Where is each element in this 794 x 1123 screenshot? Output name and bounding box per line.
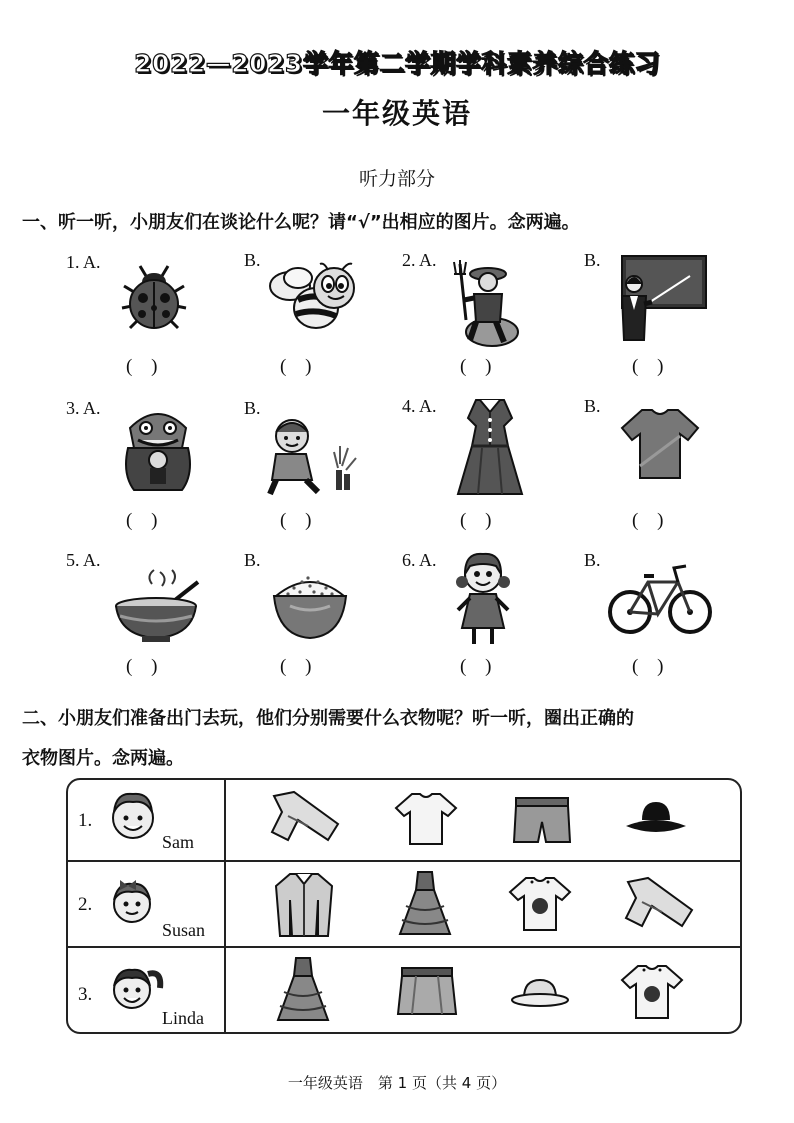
- girl-picture[interactable]: [452, 546, 514, 650]
- q3b-answer-paren[interactable]: ( ): [280, 510, 312, 531]
- row1-number: 1.: [78, 810, 93, 831]
- row2-dress-picture[interactable]: [396, 868, 454, 944]
- q1b-answer-paren[interactable]: ( ): [280, 356, 312, 377]
- row1-name: Sam: [162, 832, 195, 852]
- row1-hat-picture[interactable]: [624, 798, 688, 842]
- q1a-label: 1. A.: [66, 252, 101, 272]
- row2-number: 2.: [78, 894, 93, 915]
- q5a-answer-paren[interactable]: ( ): [126, 656, 158, 677]
- q6b-label: B.: [584, 550, 601, 570]
- q6b-answer-paren[interactable]: ( ): [632, 656, 664, 677]
- q4a-answer-paren[interactable]: ( ): [460, 510, 492, 531]
- part2-instruction-line1: 二、小朋友们准备出门去玩，他们分别需要什么衣物呢？听一听，圈出正确的: [22, 708, 634, 729]
- row2-shirt-picture[interactable]: [272, 870, 336, 944]
- rice-bowl-picture[interactable]: [270, 570, 350, 644]
- q6a-label: 6. A.: [402, 550, 437, 570]
- q3b-label: B.: [244, 398, 261, 418]
- dress-picture[interactable]: [452, 396, 528, 498]
- bicycle-picture[interactable]: [608, 562, 712, 638]
- susan-avatar: [104, 874, 160, 932]
- row2-flower-t-shirt-picture[interactable]: [508, 874, 572, 938]
- q2b-label: B.: [584, 250, 601, 270]
- row3-cap-picture[interactable]: [510, 974, 570, 1018]
- q4b-label: B.: [584, 396, 601, 416]
- t-shirt-picture[interactable]: [620, 406, 700, 482]
- ladybug-picture[interactable]: [118, 262, 190, 334]
- lion-dance-picture[interactable]: [120, 404, 196, 496]
- q4b-answer-paren[interactable]: ( ): [632, 510, 664, 531]
- bee-picture[interactable]: [268, 262, 364, 336]
- section-heading: 听力部分: [358, 168, 435, 190]
- linda-avatar: [104, 960, 166, 1018]
- part1-instruction: 一、听一听，小朋友们在谈论什么呢？请“√”出相应的图片。念两遍。: [22, 212, 580, 233]
- q1b-label: B.: [244, 250, 261, 270]
- row3-number: 3.: [78, 984, 93, 1005]
- sam-avatar: [108, 790, 158, 844]
- row3-name: Linda: [162, 1008, 204, 1028]
- row3-skirt-picture[interactable]: [396, 964, 458, 1024]
- farmer-picture[interactable]: [444, 260, 520, 348]
- q3a-answer-paren[interactable]: ( ): [126, 510, 158, 531]
- soup-bowl-picture[interactable]: [112, 566, 200, 646]
- teacher-picture[interactable]: [612, 254, 708, 342]
- q5a-label: 5. A.: [66, 550, 101, 570]
- row2-pants-picture[interactable]: [622, 876, 696, 936]
- q5b-answer-paren[interactable]: ( ): [280, 656, 312, 677]
- page-footer: 一年级英语 第 1 页（共 4 页）: [287, 1074, 507, 1092]
- q6a-answer-paren[interactable]: ( ): [460, 656, 492, 677]
- q2a-answer-paren[interactable]: ( ): [460, 356, 492, 377]
- q2b-answer-paren[interactable]: ( ): [632, 356, 664, 377]
- q4a-label: 4. A.: [402, 396, 437, 416]
- exam-subtitle: 一年级英语: [321, 97, 472, 130]
- q5b-label: B.: [244, 550, 261, 570]
- row1-pants-picture[interactable]: [268, 790, 342, 850]
- q3a-label: 3. A.: [66, 398, 101, 418]
- row1-shorts-picture[interactable]: [512, 794, 572, 850]
- row1-t-shirt-picture[interactable]: [394, 790, 458, 850]
- row3-flower-t-shirt-picture[interactable]: [620, 962, 684, 1026]
- q1a-answer-paren[interactable]: ( ): [126, 356, 158, 377]
- q2a-label: 2. A.: [402, 250, 437, 270]
- part2-instruction-line2: 衣物图片。念两遍。: [22, 748, 184, 769]
- row3-dress-picture[interactable]: [274, 954, 332, 1030]
- clothes-table: [66, 778, 742, 1034]
- firecrackers-picture[interactable]: [262, 414, 358, 498]
- exam-title: 2022—2023学年第二学期学科素养综合练习: [134, 49, 660, 78]
- row2-name: Susan: [162, 920, 206, 940]
